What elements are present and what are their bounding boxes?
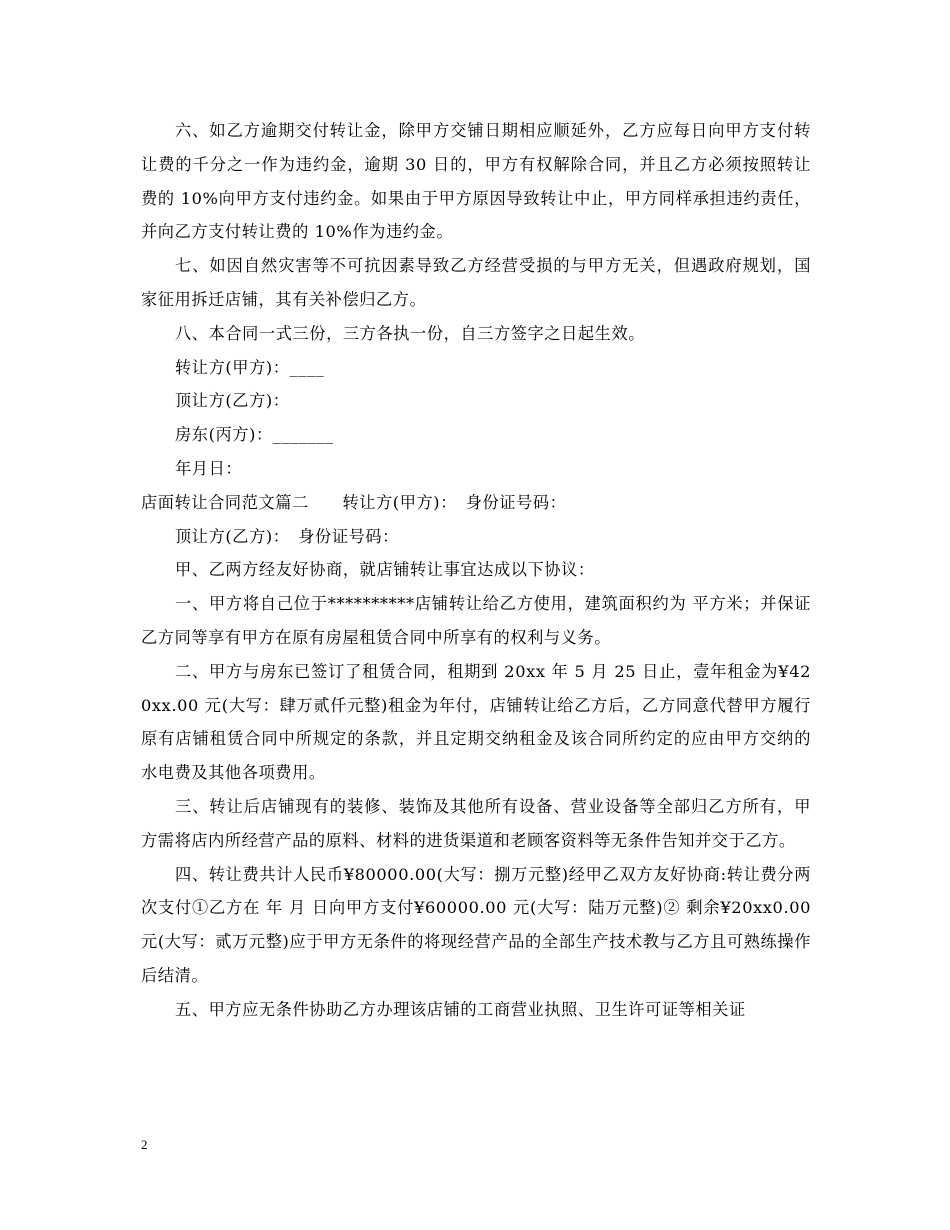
clause-4-transfer-fee: 四、转让费共计人民币¥80000.00(大写：捌万元整)经甲乙双方友好协商:转让费分两次支付①乙方在 年 月 日向甲方支付¥60000.00 元(大写：陆万元整)② 剩余¥20xx0.00 元(大写：贰万元整)应于甲方无条件的将现经营产品的全部生产技术教与乙方且可熟练操作后结清。 (141, 864, 817, 985)
paragraph-6-breach-of-payment: 六、如乙方逾期交付转让金，除甲方交铺日期相应顺延外，乙方应每日向甲方支付转让费的千分之一作为违约金，逾期 30 日的，甲方有权解除合同，并且乙方必须按照转让费的 10%向甲方支付违约金。如果由于甲方原因导致转让中止，甲方同样承担违约责任，并向乙方支付转让费的 10%作为违约金。 (141, 121, 811, 242)
document-body (141, 114, 817, 1027)
clause-1-shop-transfer: 一、甲方将自己位于**********店铺转让给乙方使用，建筑面积约为 平方米；并保证乙方同等享有甲方在原有房屋租赁合同中所享有的权利与义务。 (141, 594, 811, 647)
paragraph-8-copies-effective: 八、本合同一式三份，三方各执一份，自三方签字之日起生效。 (175, 323, 646, 343)
paragraph-7-force-majeure: 七、如因自然灾害等不可抗因素导致乙方经营受损的与甲方无关，但遇政府规划，国家征用拆迁店铺，其有关补偿归乙方。 (141, 256, 811, 309)
signature-landlord: 房东(丙方)：_______ (175, 425, 334, 445)
clause-3-equipment: 三、转让后店铺现有的装修、装饰及其他所有设备、营业设备等全部归乙方所有，甲方需将店内所经营产品的原料、材料的进货渠道和老顾客资料等无条件告知并交于乙方。 (141, 796, 811, 850)
page-number: 2 (141, 1137, 148, 1152)
party-transferee-id: 顶让方(乙方)： 身份证号码： (175, 526, 399, 546)
clause-2-lease-terms: 二、甲方与房东已签订了租赁合同，租期到 20xx 年 5 月 25 日止，壹年租金为¥420xx.00 元(大写：肆万贰仟元整)租金为年付，店铺转让给乙方后，乙方同意代替甲方履行原有店铺租赁合同中所规定的条款，并且定期交纳租金及该合同所约定的应由甲方交纳的水电费及其他各项费用。 (141, 661, 811, 783)
signature-date: 年月日： (175, 458, 243, 478)
section-heading-template-two: 店面转让合同范文篇二 转让方(甲方)： 身份证号码： (141, 492, 567, 512)
signature-transferee: 顶让方(乙方)： (175, 391, 290, 411)
signature-transferor: 转让方(甲方)：____ (175, 357, 325, 377)
agreement-intro: 甲、乙两方经友好协商，就店铺转让事宜达成以下协议： (175, 560, 595, 580)
clause-5-licenses: 五、甲方应无条件协助乙方办理该店铺的工商营业执照、卫生许可证等相关证 (175, 999, 746, 1019)
